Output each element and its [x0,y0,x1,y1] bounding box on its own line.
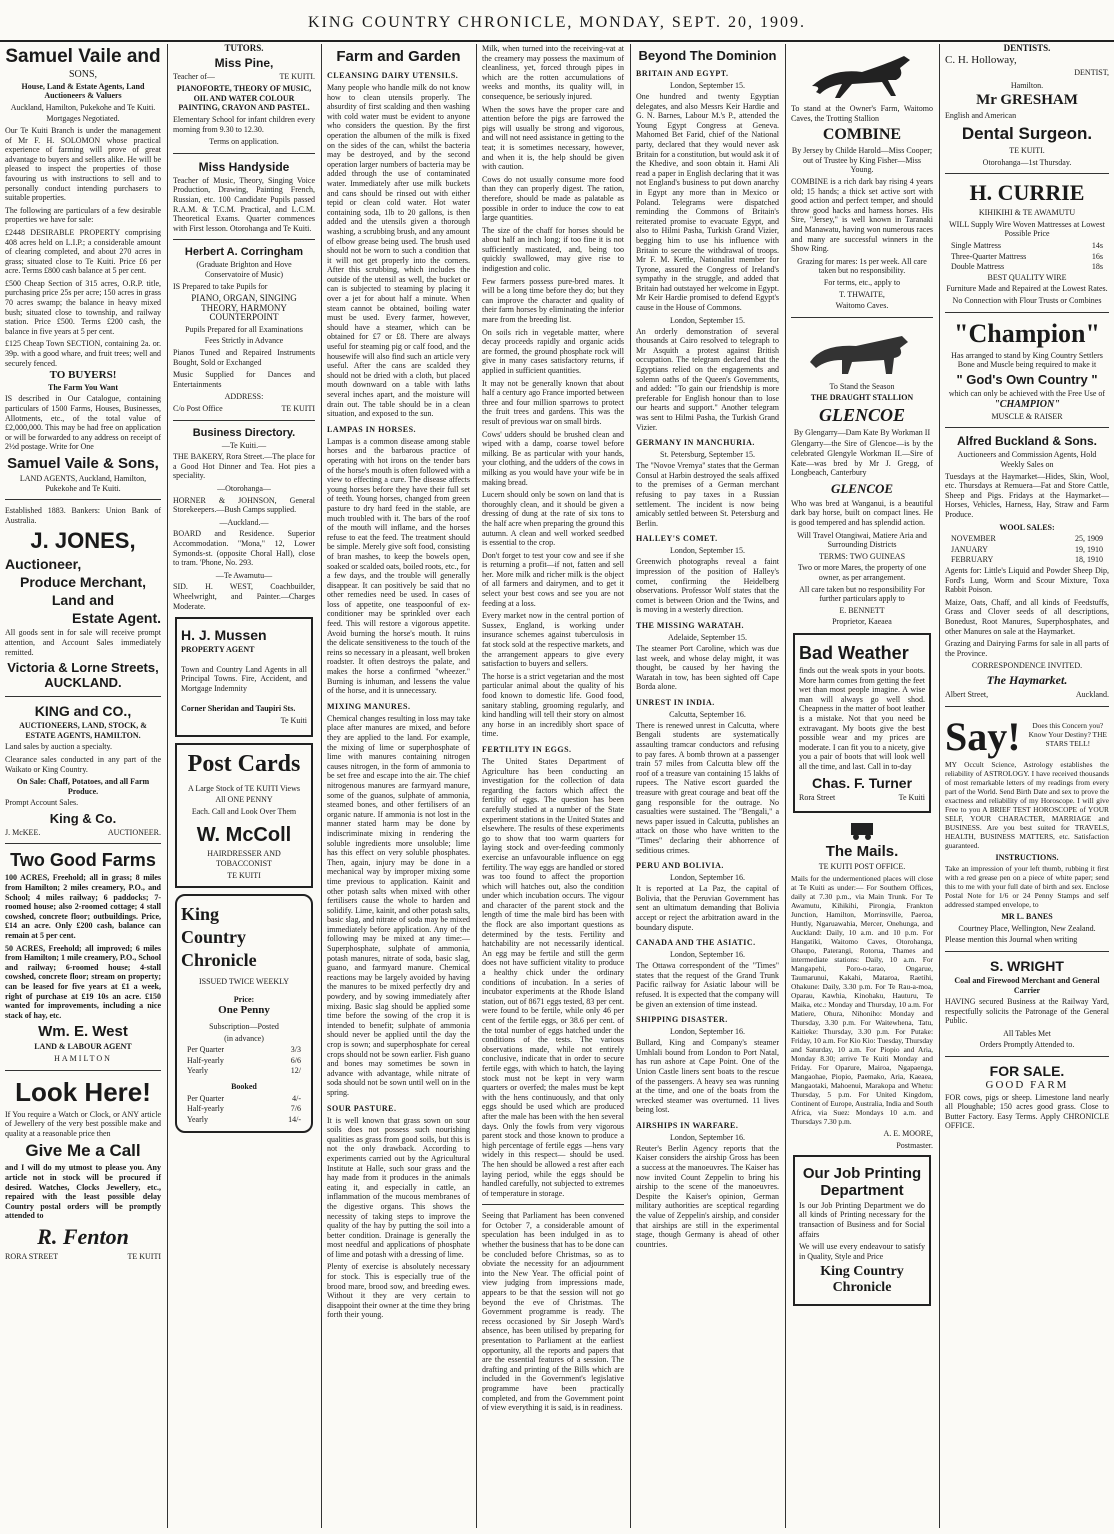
shipping-date: London, September 16. [669,1027,746,1037]
king-sub: AUCTIONEERS, LAND, STOCK, & ESTATE AGENTS, HAMILTON. [19,721,147,740]
west-coach: SID. H. WEST, Coachbuilder, Wheelwright, and Painter.—Charges Moderate. [173,582,315,611]
mortgages: Mortgages Negotiated. [46,114,120,124]
maize: Maize, Oats, Chaff, and all kinds of Feedstuffs, Grass and Clover seeds of all descriptions, Bonedust, Root Manures, Superphosphates, and other Manures on sale at the Haymarket. [945,597,1109,636]
care: All care taken but no responsibility For further particulars apply to [799,584,925,604]
posted-rate-row-label: Per Quarter [187,1045,225,1055]
kc-footer: King Country Chronicle [820,1264,904,1296]
shipping-text: Bullard, King and Company's steamer Umhlali bound from London to Port Natal, has run ashore at Cape Point. One of the Union Castle liners sent boats to the rescue of the passengers. A heavy sea was running at the time, and one of the boats from the wrecked steamer was overturned. 11 lives being lost. [636,1038,779,1115]
rora: RORA STREET [5,1251,59,1261]
booked-rate-row-value: 4/- [292,1093,301,1103]
property-1: £2448 DESIRABLE PROPERTY comprising 408 acres held on L.I.P.; a considerable amount of clearing completed, and about 270 acres in grass; situated close to Te Kuiti. Price £6 per acre. Terms £800 cash balance at 5 per cent. [5,227,161,276]
board: BOARD and Residence. Superior Accommodation. "Mona," 12, Lower Symonds-st. (opposite Choral Hall), close to tram. 'Phone, No. 293. [173,529,315,568]
c4-p7: It may not be generally known that about half a century ago France imported between three and four million sparrows to protect the fruit trees and gardens. This was the result of previous war on small birds. [482,378,624,426]
egypt-head: BRITAIN AND EGYPT. [636,69,729,78]
corringham-exams: Pupils Prepared for all Examinations [185,324,303,334]
mattress-rates [945,241,1109,272]
halley-date: London, September 15. [669,546,746,556]
c4-p9: Lucern should only be sown on land that is thoroughly clean, and it should be given a dressing of dung at the rate of six tons to the half acre when preparing the ground this autumn. A clean and well worked seedbed is essential to the crop. [482,490,624,548]
job-2: We will use every endeavour to satisfy in Quality, Style and Price [799,1242,925,1261]
corresp: CORRESPONDENCE INVITED. [971,661,1083,671]
pine-place: TE KUITI. [279,71,315,81]
wool-date-row-label: JANUARY [951,544,988,554]
wool-dates [945,534,1109,565]
clearance: Clearance sales conducted in any part of the Waikato or King Country. [5,754,161,774]
mattress-rate-row [951,262,1103,272]
c4-p5: Few farmers possess pure-bred mares. It will be a long time before they do; but they can improve the character and quality of their farm horses by eliminating the inferior mare from the breeding list. [482,276,624,325]
posted-rate-row-value: 3/3 [290,1045,301,1055]
vaile-2-sub: LAND AGENTS, Auckland, Hamilton, Pukekohe and Te Kuiti. [19,473,147,493]
thwaite: T. THWAITE, [839,289,885,299]
owner-farm: To stand at the Owner's Farm, Waitomo Caves, the Trotting Stallion [791,104,933,123]
prompt: Prompt Account Sales. [5,798,79,808]
vaile-title: Samuel Vaile and [5,46,161,67]
instructions: INSTRUCTIONS. [995,852,1059,862]
buckland-sub: Auctioneers and Commission Agents, Hold Weekly Sales on [957,450,1097,470]
fenton-place: TE KUITI [127,1251,161,1261]
property-2: £500 Cheap Section of 315 acres, O.R.P. title, purchasing price 25s per acre; 150 acres in grass 70 acres swamp; the balance in heavy mixed bush; situated close to township, and railway station. Price £500. Terms £200 cash, the balance in five years at 5 per cent. [5,278,161,336]
posted-rate-row-value: 6/6 [290,1055,301,1065]
posted-rate-row-label: Yearly [187,1066,208,1076]
dominion-title: Beyond The Dominion [638,48,777,63]
business-directory: Business Directory. [192,426,296,439]
exercise-text: Plenty of exercise is absolutely necessary for stock. This is especially true of the brood mare, brood sow, and breeding ewes. Without it they are very certain to disappoint their owner at the time they bring forth their young. [327,1262,470,1320]
combine-text: COMBINE is a rich dark bay rising 4 years old; 15 hands; a thick set active sort with good action and perfect temper, and should throw good hacks and harness horses. His Sire, "Jersey," is well known in Taranaki and Manawatu, having won numerous races and many are successful winners in the Show Ring. [791,176,933,254]
mattress-rate-row-value: 18s [1091,262,1103,272]
handyside: Miss Handyside [198,159,290,174]
eng-am: English and American [945,111,1017,121]
trotting-horse-icon [792,46,932,102]
mattress-rate-row-label: Three-Quarter Mattress [951,251,1027,261]
airships-date: London, September 16. [669,1132,746,1142]
buckland: Alfred Buckland & Sons. [956,434,1098,449]
airships-text: Reuter's Berlin Agency reports that the Kaiser considers the airship Gross has been a success at the manoeuvres. The Kaiser has now invited Count Zeppelin to bring his airship to the scene of the manoeuvres. Despite the Kaiser's opinion, German military authorities are sceptical regarding the value of Zeppelin's airship, and consider that airships are still in the experimental stage, though Germany is ahead of other countries. [636,1143,779,1249]
turner-addr: Rora Street [799,792,836,802]
wright-text: HAVING secured Business at the Railway Yard, respectfully solicits the Patronage of the General Public. [945,997,1109,1026]
mattress-rate-row-value: 14s [1091,240,1103,250]
fees: Fees Strictly in Advance [204,336,284,346]
masthead: KING COUNTRY CHRONICLE, MONDAY, SEPT. 20, 1909. [0,6,1114,42]
look-here-text: If You require a Watch or Clock, or ANY article of Jewellery of the very best possible make and quality at a reasonable price then [5,1109,161,1138]
following-text: The following are particulars of a few desirable properties we have for sale: [5,205,161,225]
jones-text: All goods sent in for sale will receive prompt attention, and Account Sales immediately remitted. [5,628,161,657]
india-text: There is renewed unrest in Calcutta, where Bengali students are systematically assaulting tramcar conductors and refusing to pay fares. A bomb thrown at a passenger train 57 miles from Calcutta blew off the roof of a treasure van containing 15 lakhs of rupees. The Native escort guarded the treasure with great courage and beat off the gang responsible for the outrage. No casualties were sustained. The "Bengali," a news paper issued in Calcutta, publishes an attack on those who have written to the "Times" declaring their abhorrence of seditious crimes. [636,720,779,855]
terms-apply: For terms, etc., apply to [823,277,901,287]
pine-terms: Terms on application. [209,137,279,147]
egypt-text-2: An orderly demonstration of several thousands at Cairo resolved to telegraph to Mr Asquith a protest against British occupation. The telegram declared that the Egyptians relied on the engagements and solemn oaths of the Queen's Governments, and added: "To gain our friendship is more preferable for English honour than to lose our hearts and support." Another telegram was sent to Hilmi Pasha, the Turkish Grand Vizier. [636,326,779,432]
pianos: Pianos Tuned and Repaired Instruments Bought, Sold or Exchanged [173,348,315,367]
wool: WOOL SALES: [999,522,1055,532]
jones: J. JONES, [30,528,136,554]
chronicle-subscription [175,894,313,1133]
posted-rate-row [187,1066,301,1076]
cleansing-text: Many people who handle milk do not know how to clean utensils properly. The absurdity of first scalding and then washing with cold water must be evident to anyone who considers the question. By the first operation the albumen of the milk is fixed on the sides of the can, whilst the bacteria may be destroyed, and by the second operation larger numbers of bacteria may be added through the use of contaminated water. Immediately after use milk buckets and cans should be rinsed out with either tepid or clean cold water. Hot water containing soda, 1lb to 20 gallons, is then added and the utensils given a thorough washing, a scrubbing brush, and any amount of elbow grease being used. The brush used should not be worn to such a condition that it will not get properly into the corners. After this scrubbing, which includes the outside of the utensil as well, the bucket or can is subjected to steaming by placing it over a jet for about half a minute. When steam cannot be obtained, boiling water must be used. Every farmer, however, should have a steamer, which can be obtained for £7 or £8. There are always useful for steaming pig or calf food, and the housewife will also find such an article very useful. After the cans are scalded they should not be dried with a cloth, but placed mouth downward on a table with laths several inches apart, and the moisture will drain out. The table should be in a clean situation, and exposed to the sun. [327,83,470,419]
manchuria-date: St. Petersburg, September 15. [660,450,755,460]
moore-role: Postmaster. [896,1141,933,1151]
mccoll-sub: HAIRDRESSER AND TOBACCONIST [207,849,281,869]
farm-want: The Farm You Want [47,382,118,392]
wool-date-row-label: FEBRUARY [951,555,994,565]
kc-1: King [181,904,220,925]
instr-text: Take an impression of your left thumb, rubbing it first with a red grease pen on a piece of white paper; send this to me with your full date of birth and sex. Enclose Postal Note for 1/6 or 24 Penny Stamps and self addressed stamped envelope, to [945,864,1109,910]
solomon-text: Our Te Kuiti Branch is under the management of Mr F. H. SOLOMON whose practical experience of farming will prove of great advantage to buyers and sellers alike. He will be pleased to inspect the properties of those favouring us with instructions to sell and to personally conduct intending purchasers to suitable properties. [5,125,161,203]
west-place: HAMILTON [54,1053,112,1063]
booked-rate-row-value: 7/6 [290,1104,301,1114]
sales: Tuesdays at the Haymarket—Hides, Skin, Wool, etc. Thursdays at Remuera—Fat and Store Cattle, Sheep and Pigs. Fridays at the Haymarket—Horses, Vehicles, Harness, Hay, Straw and Farm Produce. [945,471,1109,520]
champ-text: Has arranged to stand by King Country Settlers Bone and Muscle being required to make it [951,350,1103,370]
sour-head: SOUR PASTURE. [327,1103,397,1113]
grazing: Grazing for mares: 1s per week. All care taken but no responsibility. [797,256,927,276]
c4-p2: When the sows have the proper care and attention before the pigs are farrowed the pigs will usually be strong and vigorous, and will not need assistance in getting to the teat; it is sometimes necessary, however, and when it is, the help should be given with caution. [482,104,624,172]
glencoe-2: GLENCOE [830,480,894,496]
coal: Coal and Firewood Merchant and General Carrier [954,975,1100,995]
glencoe-text: Glengarry—the Sire of Glencoe—is by the celebrated Glengyle Workman II.—Sire of Kate—was bred by Mr J. Gregg, of Longbeach, Canterbury [791,439,933,478]
wool-date-row [951,534,1103,544]
say-ad [945,713,1109,760]
call-text: and I will do my utmost to please you. Any article not in stock will be procured if desired. Watches, Clocks Jewellery, etc., repaired with the least possible delay Country postal orders will be promptly attended to [5,1163,161,1221]
banes-addr: Courtney Place, Wellington, New Zealand. [958,923,1096,933]
mccoll-place: TE KUITI [227,870,261,880]
booked: Booked [231,1082,257,1091]
wool-date-row [951,555,1103,565]
travel: Will Travel Otangiwai, Matiere Aria and Surrounding Districts [797,530,927,550]
posted-rate-row-value: 12/ [290,1066,301,1076]
hamilton: Hamilton. [1010,80,1044,90]
mattress-rate-row [951,241,1103,251]
lampas-text: Lampas is a common disease among stable horses and the barbarous practice of operating with hot irons on the tender bars of the horse's mouth is often followed with a view to effecting a cure. The disease affects young horses before they have their full set of teeth. Young horses, changed from green pasture to dry hard feed in the stable, are much troubled with it. The bars of the roof of the mouth will inflame, and the horses refuse to eat the feed. The treatment should be simple. Merely give soft food, consisting of bran mashes, to keep the bowels open, soaked or scalded oats, boiled roots, etc., for a few days, and the trouble will generally disappear. It can positively be said that no other remedies need be used. In cases of loss of appetite, one teaspoonful of ex-conditioner may be sprinkled over each feed. This will restore a vigorous appetite. Avoid burning the horse's mouth. It ruins the delicate sensitiveness to the touch of the reins so necessary in a pleasant, well broken roadster. It often destroys the palate, and makes the horse a confirmed "wheezer." Burning is inhuman, and lessens the value of the horse, and it is unnecessary. [327,436,470,696]
posted-rates [181,1045,307,1076]
peru-text: It is reported at La Paz, the capital of Bolivia, that the Peruvian Government has sent an ultimatum demanding that Bolivia accept or reject the arbitration award in the boundary dispute. [636,884,779,932]
champion: "Champion" [954,318,1100,348]
booked-rate-row-label: Yearly [187,1114,208,1124]
wool-date-row [951,545,1103,555]
mattress-rate-row [951,252,1103,262]
egypt-date: London, September 15. [669,81,746,90]
thwaite-place: Waitomo Caves. [835,301,889,311]
land-sales: Land sales by auction a specialty. [5,742,112,752]
dir-otorohanga: —Otorohanga— [217,484,271,493]
manchuria-text: The "Novoe Vremya" states that the German Consul at Harbin destroyed the seals affixed to the premises of a German merchant refusing to pay taxes in a Russian settlement. The incident is now being amicably settled between St. Petersburg and Berlin. [636,461,779,528]
mussen-place: Te Kuiti [280,716,307,726]
bad-weather-ad [793,633,931,813]
established: Established 1883. Bankers: Union Bank of Australia. [5,506,161,525]
c4-p11: Every market now in the central portion of Sussex, England, is working under insurance schemes against tuberculosis in fat stock sold at the respective markets, and the arrangement appears to give every satisfaction to buyers and sellers. [482,611,624,669]
shipping-head: SHIPPING DISASTER. [636,1015,728,1025]
column-5 [631,44,784,1528]
kc-2: Country [181,927,247,948]
terms-guineas: TERMS: TWO GUINEAS [818,551,906,561]
airships-head: AIRSHIPS IN WARFARE. [636,1120,739,1130]
corringham-prep: IS Prepared to take Pupils for [173,281,268,291]
currie: H. CURRIE [969,180,1085,206]
mails-sub: TE KUITI POST OFFICE. [818,862,906,872]
king-co-2: King & Co. [49,810,117,826]
vaile-places: Auckland, Hamilton, Pukekohe and Te Kuiti. [10,102,156,112]
auckland: Auckland. [1075,689,1109,699]
kc-3: Chronicle [181,950,257,971]
mails-text: Mails for the undermentioned places will close at Te Kuiti as under:— For Southern Offices, daily at 7.30 p.m., via Main Trunk. For Te Awamutu, Kihikihi, Pirongia, Frankton Junction, Hamilton, Morrinsville, Paeroa, Huntly, Ngaruawahia, Mercer, Onehunga, and Auckland: Daily, 10 a.m. and 10 p.m. For Hangatiki, Waitomo Caves, Otorohanga, Ohaupo, Paterangi, Rotorua, Thames and intermediate stations: Daily, 10 a.m. For Mangapehi, Poro-o-tarao, Ongarue, Taumarunui, Kakahi, Mataroa, Raetihi, Ohakune: Daily, 3.30 p.m. For Te Rau-a-moa, Oparau, Kawhia, Kinohaku, Hauturu, Te Maika, etc.: Monday and Thursday, 10 a.m. For Matiere, Ohura, Nihoniho: Monday and Thursday, 3.30 p.m. For Waitewhena, Tatu, Kaitieke: Thursday, 3.30 p.m. For Putake: Friday, 10 a.m. For Kio Kio: Tuesday, Thursday and Saturday, 10 a.m. For Piopio and Aria, Monday 8.30; arrive Te Kuiti Monday and Friday. For Oparure, Mairoa, Ngapaenga, Mangaohae, Piopio, Paemako, Aria, Kaeaea, Mangaotaki, Mahoenui, Marakopa and Whetu: Thursday, 5 p.m. For United Kingdom, Continent of Europe, Australia, India and South Africa, via Suez: Mondays 10 a.m. and Thursdays 7.30 p.m. [791,873,933,1126]
west-sub: LAND & LABOUR AGENT [34,1042,132,1052]
peru-date: London, September 16. [669,873,746,883]
vaile-sons: SONS, [68,69,98,80]
wool-date-row-value: 18, 1910 [1075,555,1103,565]
wool-date-row-value: 25, 1909 [1075,534,1103,544]
wool-date-row-value: 19, 1910 [1075,544,1103,554]
victoria: Victoria & Lorne Streets, AUCKLAND. [7,660,159,691]
otoro: Otorohanga—1st Thursday. [982,157,1072,167]
wool-date-row-label: NOVEMBER [951,534,996,544]
fertility-text: The United States Department of Agriculture has been conducting an investigation for the collection of data regarding the factors which affect the fertility of eggs. The question has been carefully studied at a number of the State experiment stations in the United States and elsewhere. The results of these experiments go to show that too warm quarters for laying stock and over-feeding commonly exercise an unfavourable influence on egg fertility. The way eggs are handled or stored was too found to affect the proportion which will hatches out, also the condition under which incubation occurs. The vigour and character of the parent stock and the length of time the male bird has been with the flock are also important questions as determined by the tests. Fertility and hatchability are not necessarily identical. An egg may be fertile and still the germ does not have sufficient vitality to produce a healthy chick under the ordinary conditions of incubation. In a series of incubator experiments at the Rhode Island station, out of 8671 eggs tested, 83 per cent. were found to be fertile, while only 46 per cent of the fertile eggs, or 38.6 per cent. of the total number of eggs hatched under the conditions of the tests. The various observations made, while not entirely conclusive, indicate that in order to secure fertile eggs, with which to hatch, the laying stock must not be kept in very warm quarters or overfed; the males must be kept with the hens continuously, and that only eggs should be used which are produced after the male has been with the hen several days. Only the fowls from very vigorous parent stock and those known to produce a high percentage of fertile eggs —hens vary widely in this respect— should be used. The hen should be allowed a rest after each laying period, while the eggs should be handled carefully, not subjected to extremes of temperature in storage. [482,756,624,1198]
mattress-rate-row-label: Double Mattress [951,262,1005,272]
jones-auctioneer: Auctioneer, [5,556,82,573]
pine-subjects: PIANOFORTE, THEORY OF MUSIC, OIL AND WATER COLOUR PAINTING, CRAYON AND PASTEL. [176,84,312,113]
dir-auckland: —Auckland.— [219,517,269,527]
c4-p3: Cows do not usually consume more food than they can properly digest. The ration, therefore, should be made as palatable as possible in order to induce the cow to eat large quantities. [482,174,624,223]
postcards: Post Cards [187,750,301,777]
address: C/o Post Office [173,404,223,414]
farm-2: 50 ACRES, Freehold; all improved; 6 miles from Hamilton; 1 mile creamery, P.O., School and railway; 6-roomed house; 4-stall cowshed, concrete floor; stream on property; can be leased for five years at £1 a week, right of purchase at £19 10s an acre. £150 wanted for improvements, including a nice stack of hay, etc. [5,943,161,1020]
handyside-text: Teacher of Music, Theory, Singing Voice Production, Drawing, Painting French, Russian, etc. 100 Candidate Pupils passed R.A.M. & T.C.M. Practical, and L.C.M. Theoretical Exams. Quarter commences with First lesson. Otorohanga and Te Kuiti. [173,175,315,233]
bakery: THE BAKERY, Rora Street.—The place for a Good Hot Dinner and Tea. Hot pies a speciality. [173,452,315,481]
mckee-role: AUCTIONEER. [107,827,161,837]
column-1 [0,44,166,1528]
c4-p8: Cows' udders should be brushed clean and wiped with a damp, coarse towel before milking. Be as particular with your hands, your clothing, and the udders of the cows in milking as you would have your wife be in making bread. [482,429,624,487]
furniture: Furniture Made and Repaired at the Lowest Rates. [946,284,1108,294]
lampas-head: LAMPAS IN HORSES. [327,424,417,434]
c4-p6: On soils rich in vegetable matter, where decay proceeds rapidly and organic acids are formed, the ground phosphate rock will give in many cases satisfactory returns, if applied in sufficient quantities. [482,327,624,375]
halley-head: HALLEY'S COMET. [636,534,718,544]
mckee: J. McKEE. [5,827,41,837]
property-3: £125 Cheap Town SECTION, containing 2a. or. 39p. with a good whare, and fruit trees; well and securely fenced. [5,339,161,368]
sub-posted: Subscription—Posted [209,1022,279,1032]
dir-te-awamutu: —Te Awamutu— [215,570,273,580]
to-buyers: TO BUYERS! [49,369,117,382]
price-label: Price: [233,994,255,1004]
pc-price: All ONE PENNY [215,795,273,805]
corringham-sub: (Graduate Brighton and Hove Conservatoire of Music) [196,260,292,279]
draught-horse-icon [792,324,932,380]
fertility-head: FERTILITY IN EGGS. [482,744,572,754]
halley-text: Greenwich photographs reveal a faint impression of the position of Halley's comet, confirming the Heidelberg observations. Professor Wolf states that the comet is between Orion and the Twins, and is moving in a westerly direction. [636,557,779,615]
king-co: KING and CO., [34,703,132,720]
canada-date: London, September 16. [669,950,746,960]
waratah-head: THE MISSING WARATAH. [636,620,745,630]
say-text: MY Occult Science, Astrology establishes the reliability of ASTROLOGY. I have received thousands of most remarkable letters of my readings from every part of the World. Send Birth Date and sex to prove the exactness and reliability of my Horoscope. I will give Free to you A BRIEF TEST HOROSCOPE of YOUR SELF, YOUR CHARACTER, MARRIAGE and BUSINESS. Are you best suited for TRAVELS, HEALTH, BUSINESS MATTERS, etc. Satisfaction guaranteed. [945,759,1109,850]
look-here: Look Here! [15,1076,151,1107]
albert: Albert Street, [945,689,989,699]
column-2 [168,44,320,1528]
te-kuiti: TE KUITI. [1009,145,1045,155]
jones-land: Land and [51,592,115,609]
moore: A. E. MOORE, [883,1128,933,1138]
price: One Penny [218,1004,270,1017]
holloway: C. H. Holloway, [945,53,1017,66]
mattress-rate-row-label: Single Mattress [951,240,1001,250]
glencoe: GLENCOE [818,404,905,425]
farm-garden-title: Farm and Garden [336,48,461,65]
issued: ISSUED TWICE WEEKLY [198,977,289,987]
booked-rate-row [187,1094,301,1104]
music-supplied: Music Supplied for Dances and Entertainments [173,370,315,389]
mussen-role: PROPERTY AGENT [181,645,255,655]
good-farm: GOOD FARM [985,1079,1069,1092]
best-wire: BEST QUALITY WIRE [987,272,1067,282]
bennett-role: Proprietor, Kaeaea [832,617,892,627]
canada-text: The Ottawa correspondent of the "Times" states that the request of the Grand Trunk Pacific railway for Asiatic labour will be refused. It is expected that the company will be given an extension of time instead. [636,961,779,1009]
champion-2: "CHAMPION" [994,399,1060,411]
mattress-rate-row-value: 16s [1091,251,1103,261]
mussen-ad [175,617,313,737]
egypt-text: One hundred and twenty Egyptian delegates, and also Messrs Keir Hardie and G. N. Barnes, Labour M.'s P., attended the Young Egypt Congress at Geneva. Mahomed Bet Farid, chief of the National party, declared that they would never ask Britain for a constitution, but would ask it of the Khedive, and soon obtain it. Hami Ali read a paper in English declaring that it was not England's business to put down anarchy in Egypt any more than in Mexico or Poland. Telegrams were dispatched reminding the Commons of Britain's reiterated promise to evacuate Egypt, and also to Hilmi Pasha, Turkish Grand Vizier, begging him to use his influence with Britain to secure the withdrawal of troops. Mr F. M. Kettle, Nationalist member for Tyrone, assured the Congress of Ireland's sympathy in the struggle, and added that Britain had outstayed her welcome in Egypt. Mr Keir Hardie promised to defend Egypt's cause in the House of Commons. [636,92,779,313]
waratah-date: Adelaide, September 15. [667,632,748,642]
manchuria-head: GERMANY IN MANCHURIA. [636,438,755,448]
glencoe-by: By Glengarry—Dam Kate By Workman II [793,427,931,437]
stand-season: To Stand the Season [829,381,895,391]
mccoll: W. McColl [196,824,292,847]
dir-te-kuiti: —Te Kuiti.— [221,440,267,450]
say: Say! [945,713,1021,759]
gresham: Mr GRESHAM [976,92,1078,109]
job-1: Is our Job Printing Department we do all kinds of Printing necessary for the transaction of Business and for Social affairs [799,1200,925,1239]
all-tables: All Tables Met [1003,1028,1051,1038]
jones-estate: Estate Agent. [72,610,161,627]
mussen-addr: Corner Sheridan and Taupiri Sts. [181,703,296,713]
column-3 [322,44,475,1528]
job-printing-ad [793,1155,931,1307]
mails: The Mails. [825,843,899,861]
say-side: Does this Concern you? Know Your Destiny? THE STARS TELL! [1028,721,1107,749]
haymarket: The Haymarket. [986,672,1068,687]
posted-rate-row [187,1045,301,1055]
corringham-subj: PIANO, ORGAN, SINGING THEORY, HARMONY COUNTERPOINT [191,293,297,323]
supply: WILL Supply Wire Woven Mattresses at Lowest Possible Price [949,219,1105,239]
gods: " God's Own Country " [956,371,1098,387]
waratah-text: The steamer Port Caroline, which was due last week, and whose delay might, it was thought, be caused by her having the Waratah in tow, has been sighted off Cape Borda alone. [636,643,779,692]
bad-weather: Bad Weather [799,642,909,663]
booked-rate-row-value: 14/- [288,1114,301,1124]
orders: Orders Promptly Attended to. [979,1040,1075,1050]
mares: Two or more Mares, the property of one owner, as per arrangement. [797,563,927,582]
postcards-ad [175,743,313,889]
in-advance: (in advance) [224,1033,264,1043]
manures-head: MIXING MANURES. [327,701,411,711]
bennett: E. BENNETT [839,605,885,615]
good-farm-text: FOR cows, pigs or sheep. Limestone land nearly all Ploughable; 150 acres good grass. Close to Butter Factory. Easy Terms. Apply CHRONICLE OFFICE. [945,1092,1109,1131]
parliament-text: Seeing that Parliament has been convened for October 7, a considerable amount of speculation has been indulged in as to whether the business that has to be done can be concluded before Christmas, so as to obviate the necessity for an adjournment into the New Year. The official point of view judging from impressions made, appears to be that the session will not go beyond the eve of Christmas. The Government programme is ready. The recess occasioned by Sir Joseph Ward's absence, has been utilised by preparing for presentation to Parliament at the earliest opportunity, all the reports and papers that are the essential features of a session. The drafting and printing of the Bills which are included in the Government's legislative programme have been practically completed, and from the Government point of view everything it is said, is in readiness. [482,1211,624,1413]
booked-rate-row-label: Per Quarter [187,1093,225,1103]
banes: MR L. BANES [1001,912,1053,922]
corringham: Herbert A. Corringham [184,246,304,259]
give-call: Give Me a Call [25,1141,141,1161]
peru-head: PERU AND BOLIVIA. [636,861,724,871]
c4-p1: Milk, when turned into the receiving-vat at the creamery may possess the maximum of cleanliness, yet, forced through pipes in which are the rotten accumulations of weeks and months, its quality will, in consequence, be seriously injured. [482,44,624,101]
grazing-farms: Grazing and Dairying Farms for sale in all parts of the Province. [945,639,1109,658]
combine-pedigree: By Jersey by Childe Harold—Miss Cooper; out of Trustee by King Fisher—Miss Young. [791,146,933,175]
gods-text: which can only be achieved with the Free Use of [948,388,1106,398]
india-date: Calcutta, September 16. [669,709,746,719]
horner: HORNER & JOHNSON, General Storekeepers.—Bush Camps supplied. [173,495,315,515]
dentist: DENTIST, [1074,68,1109,78]
booked-rate-row [187,1115,301,1125]
india-head: UNREST IN INDIA. [636,697,715,707]
canada-head: CANADA AND THE ASIATIC. [636,938,756,948]
pc-stock: A Large Stock of TE KUITI Views [188,783,300,793]
catalogue-text: IS described in Our Catalogue, containing particulars of 1500 Farms, Houses, Businesses, Allotments, etc., of the total value of £2,000,000. This may be had free on application or will be forwarded to any address on receipt of 2½d postage. Write for One [5,394,161,452]
mussen: H. J. Mussen [181,627,267,644]
booked-rate-row-label: Half-yearly [187,1104,224,1114]
wright: S. WRIGHT [990,957,1064,974]
c4-p12: The horse is a strict vegetarian and the most particular animal about the quality of his food known to domestic life. Good food, sanitary stabling, grooming regularly, and kind handling will tell their story on almost any horse in an incredibly short space of time. [482,671,624,739]
turner-place: Te Kuiti [898,792,925,802]
pine-teacher: Teacher of— [173,71,215,81]
on-sale: On Sale: Chaff, Potatoes, and all Farm Produce. [16,777,150,796]
jones-produce: Produce Merchant, [19,574,147,591]
combine: COMBINE [822,126,902,144]
mention: Please mention this Journal when writing [945,935,1078,945]
address-label: ADDRESS: [224,392,264,402]
booked-rate-row [187,1104,301,1114]
mail-coach-icon [847,819,877,841]
vaile-sub: House, Land & Estate Agents, Land Auctioneers & Valuers [21,81,145,101]
tutors: TUTORS. [224,44,264,53]
column-6 [786,44,938,1528]
kihikihi: KIHIKIHI & TE AWAMUTU [978,208,1076,218]
farm-1: 100 ACRES, Freehold; all in grass; 8 miles from Hamilton; 2 miles creamery, P.O., and School; 4 miles railway; 6 paddocks; 7-roomed house; also 2-roomed cottage; 4 stall cowshed, concrete floor; outbuildings. Price, £14 an acre. Only £200 cash, balance can remain at 5 per cent. [5,873,161,941]
muscle: MUSCLE & RAISER [991,411,1063,421]
bad-weather-text: finds out the weak spots in your boots. More harm comes from getting the feet wet than most people imagine. A wise man will always go well shod. Cheapness in the matter of boot leather is a mistake. Not that you need be extravagant. My boots give the best possible wear and my prices are moderate. I can fit you to a nicety, give you a pair of boots that will look well all the time, and last. Call in to-day [799,665,925,771]
pine-school: Elementary School for infant children every morning from 9.30 to 12.30. [173,114,315,134]
west: Wm. E. West [38,1023,128,1041]
egypt-date-2: London, September 15. [669,315,746,325]
turner: Chas. F. Turner [811,774,913,791]
for-sale: FOR SALE. [989,1063,1065,1080]
column-4 [477,44,629,1528]
glencoe-text-2: Who was bred at Wanganui, is a beautiful dark bay horse, built on compact lines. He is good tempered and has splendid action. [791,498,933,528]
draught-stallion: THE DRAUGHT STALLION [810,393,914,403]
pine: Miss Pine, [214,55,274,70]
mussen-text: Town and Country Land Agents in all Principal Towns. Fire, Accident, and Mortgage Indemnity [181,664,307,693]
cleansing-head: CLEANSING DAIRY UTENSILS. [327,71,459,80]
dentists: DENTISTS. [1003,44,1051,53]
posted-rate-row [187,1056,301,1066]
job-title: Our Job Printing Department [802,1164,922,1199]
agents: Agents for: Little's Liquid and Powder Sheep Dip, Ford's Lung, Worm and Scour Mixture, Toxa Rabbit Poison. [945,566,1109,595]
column-7 [940,44,1114,1528]
no-conn: No Connection with Flour Trusts or Combines [952,295,1102,305]
c4-p10: Don't forget to test your cow and see if she is returning a profit—if not, fatten and sell her. More milk and richer milk is the object of all farmers and dairymen, and to get it select your best cows and see you are not feeding at a loss. [482,550,624,608]
address-place: TE KUITI [281,404,315,414]
two-farms: Two Good Farms [10,850,156,871]
sour-text: It is well known that grass sown on sour soils does not possess such nourishing qualities as grass from good soils, but this is not the only drawback. According to experiments carried out by the Agricultural Institute at Halle, such sour grass and the hay made from it produces in the animals eating it, and especially in cattle, an inflammation of the mucous membranes of the digestive organs. This shows the necessity of taking steps to improve the quality of the hay by putting the soil into a better condition. Drainage is generally the most needful and applications of phosphate of lime and potash with a dressing of lime. [327,1115,470,1259]
dental: Dental Surgeon. [961,123,1093,143]
posted-rate-row-label: Half-yearly [187,1055,224,1065]
booked-rates [181,1094,307,1125]
manures-text: Chemical changes resulting in loss may take place after manures are mixed, and before they are applied to the land. For example, the mixing of lime or superphosphate of lime with manures containing nitrogen causes nitrogen, in the form of ammonia to be set free and escape into the air. The chief nitrogenous manures are farmyard manure, some of the guanos, sulphate of ammonia, steamed bones, and other fertilisers of an organic nature. If ammonia is not lost in the manner stated harm may be done by indiscriminate mixing in rendering the soluble ingredients more unsoluble; lime has this effect on very soluble phosphates. Then, again, injury may be done in a mechanical way by improper mixing some time previous to application. Kainit and other potash salts when mixed with other fertilisers cause the whole to harden and solidify. Lime, kainit, and other potash salts, basic slag, and nitrate of soda may be mixed immediately before application. Any of the following may be mixed at any time:—Superphosphate, sulphate of ammonia, potash manures, nitrate of soda, basic slag, guano, and farmyard manure. Chemical reactions may be largely avoided by having the manures to be mixed perfectly dry and powdery, and by sowing immediately after mixing. Basic slag should be applied some time before the sowing of the crop it is intended to benefit; sulphate of ammonia should never be applied until the day the crop is sown; and superphosphate for cereal crops should not be sown earlier. Fish guano and bones may sometimes be sown in advance with advantage, while nitrate of soda should not be sown until well on in the spring. [327,713,470,1097]
fenton: R. Fenton [37,1223,129,1249]
pc-each: Each. Call and Look Over Them [191,806,297,816]
c4-p4: The size of the chaff for horses should be about half an inch long; if too fine it is not sufficiently masticated, and, being too quickly swallowed, may give rise to indigestion and colic. [482,225,624,274]
vaile-2: Samuel Vaile & Sons, [7,454,159,472]
